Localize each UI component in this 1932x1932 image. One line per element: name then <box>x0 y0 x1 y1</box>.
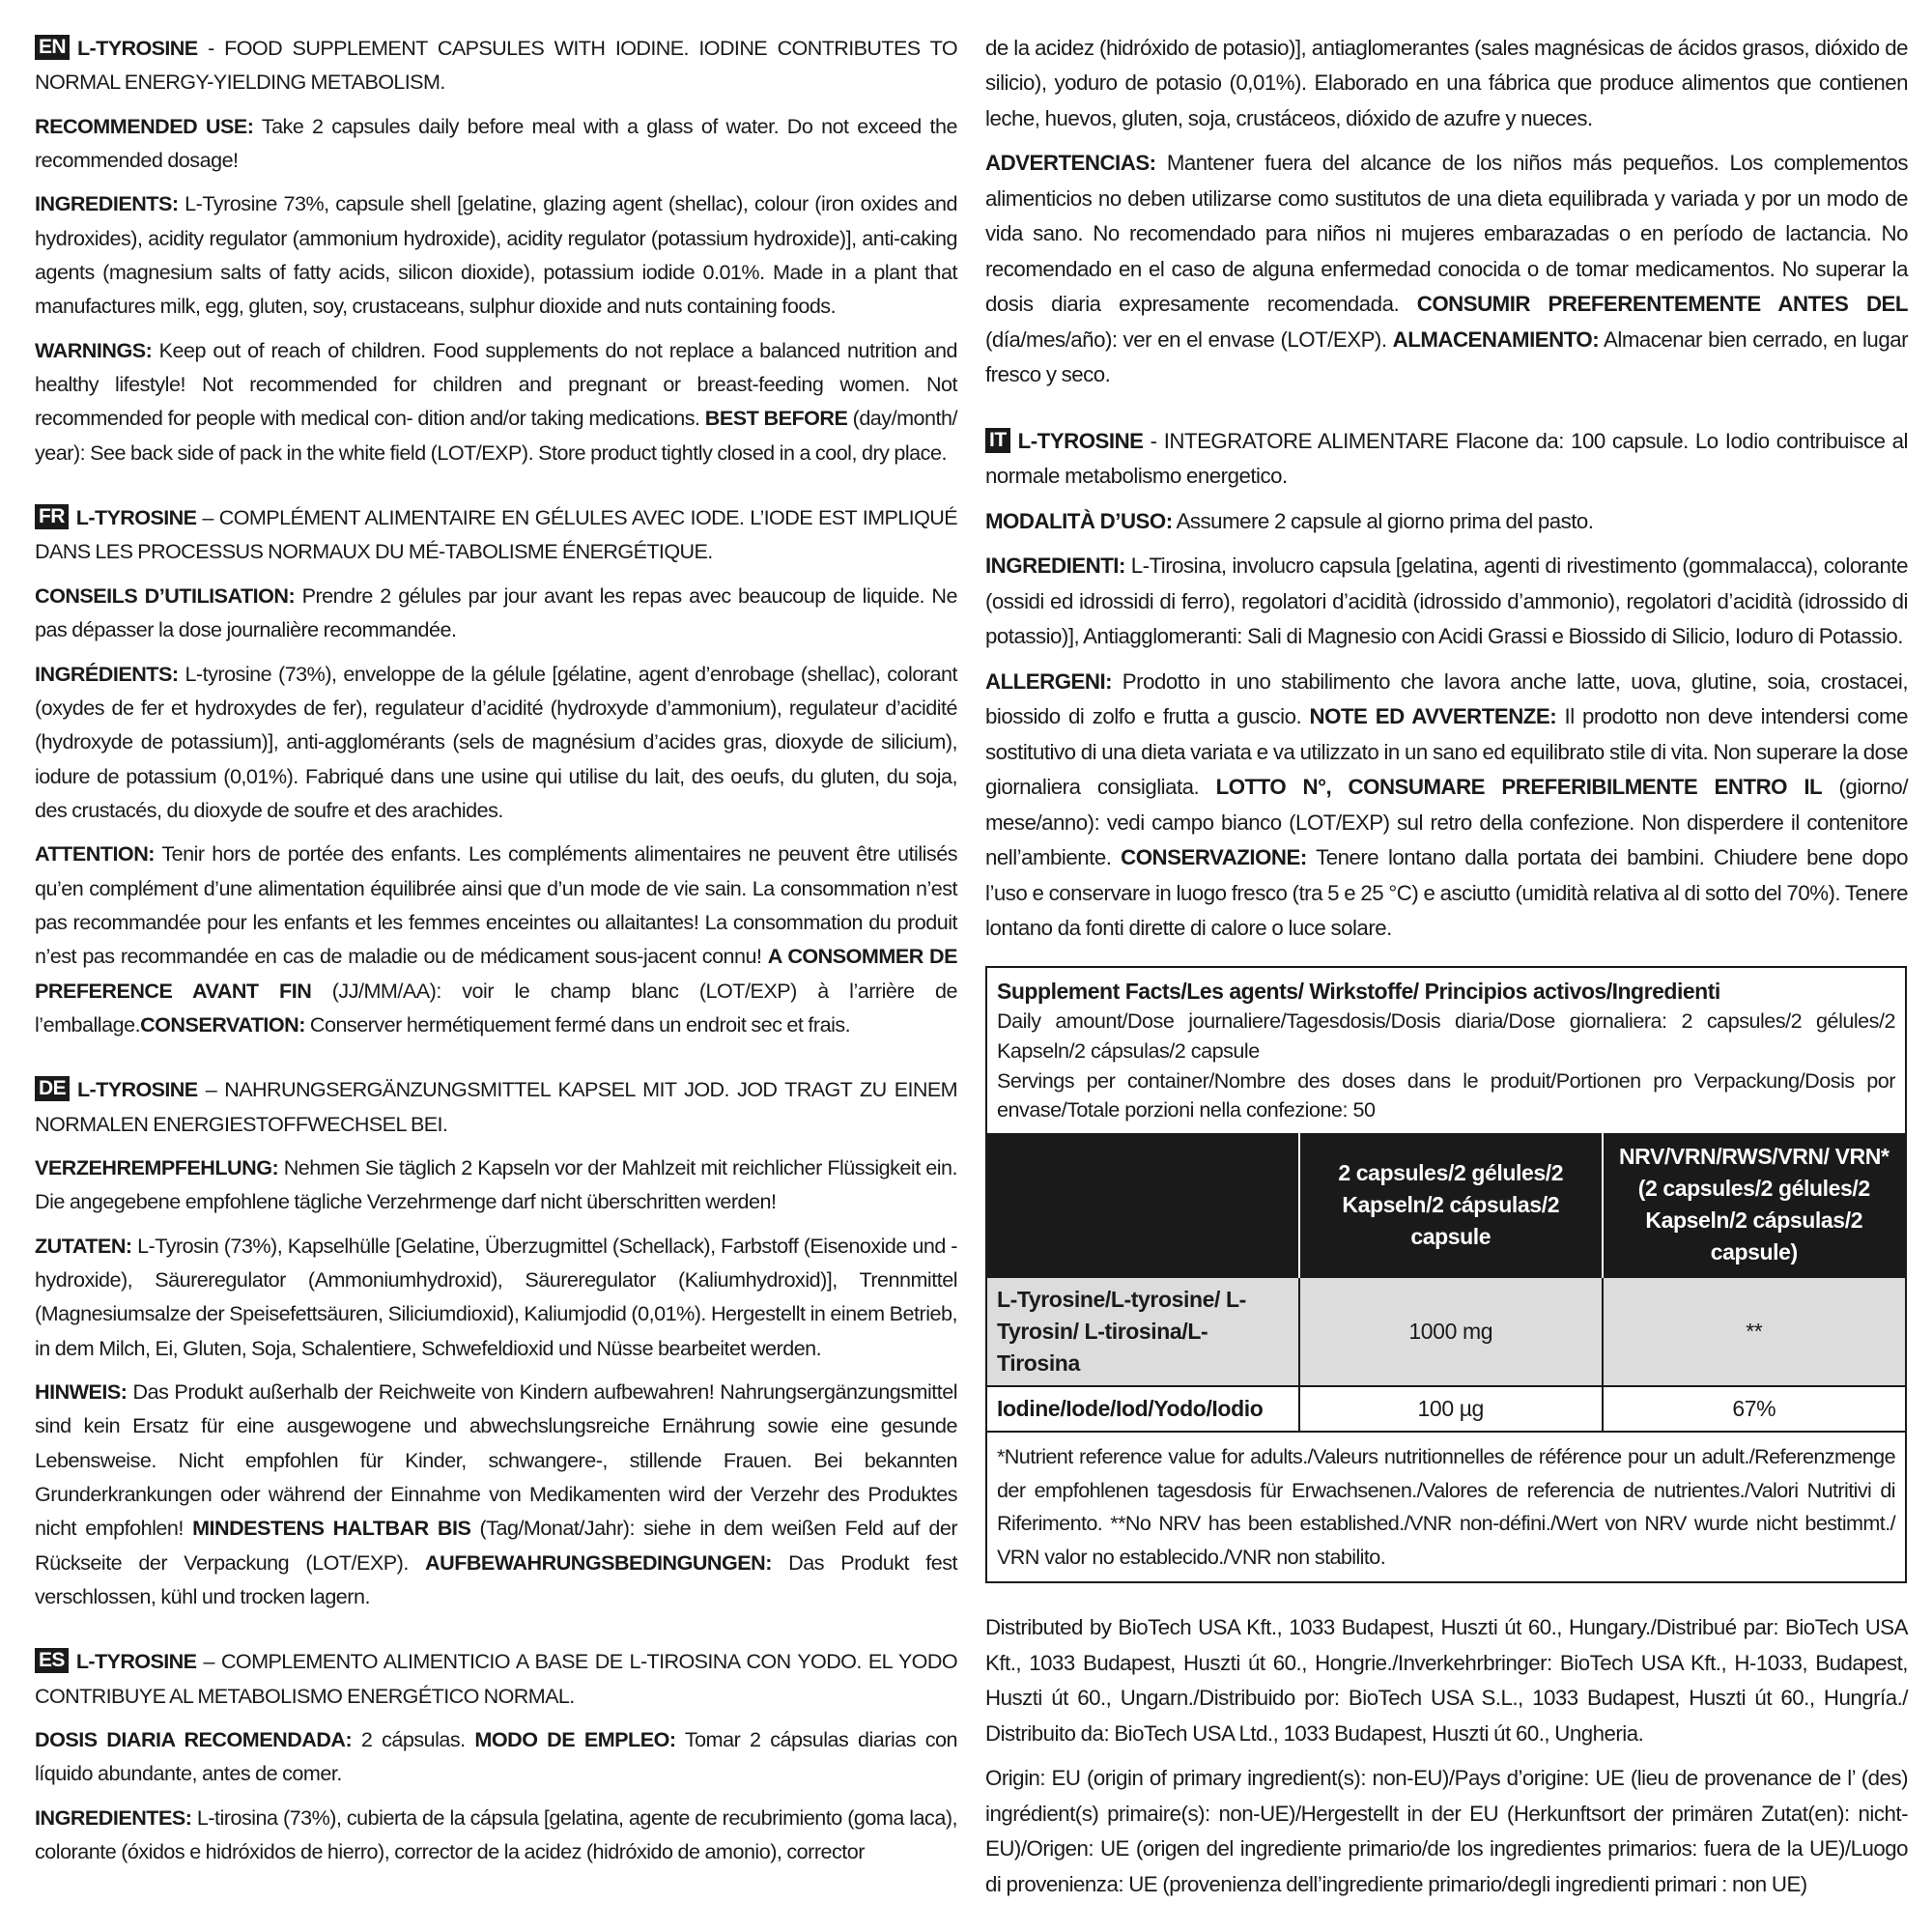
daily-amount: Daily amount/Dose journaliere/Tagesdosis/Dosis diaria/Dose giornaliera: 2 capsules/2 gélules/2 Kapseln/2 cápsulas/2 capsule <box>997 1009 1895 1063</box>
row-nutrient-name: L-Tyrosine/L-tyrosine/ L-Tyrosin/ L-tirosina/L-Tirosina <box>987 1277 1299 1386</box>
table-row <box>987 1277 1905 1386</box>
row-nrv: ** <box>1603 1277 1906 1386</box>
en-language-badge: EN <box>35 35 70 60</box>
fr-attention: ATTENTION: Tenir hors de portée des enfants. Les compléments alimentaires ne peuvent être utilisés qu’en complément d’une alimentation équilibrée ainsi que d’un mode de vie sain. La consommation n’est pas recommandée pour les enfants et les femmes enceintes ou allaitantes! La consommation du produit n’est pas recommandée en cas de maladie ou de médicament sous-jacent connu! A CONSOMMER DE PREFERENCE AVANT FIN (JJ/MM/AA): voir le champ blanc (LOT/EXP) à l’arrière de l’emballage.CONSERVATION: Conserver hermétiquement fermé dans un endroit sec et frais. <box>35 841 958 1037</box>
de-usage: VERZEHREMPFEHLUNG: Nehmen Sie täglich 2 Kapseln vor der Mahlzeit mit reichlicher Flüssigkeit ein. Die angegebene empfohlene tägliche Verzehrmenge darf nicht überschritten werden! <box>35 1154 957 1214</box>
row-nutrient-name: Iodine/Iode/Iod/Yodo/Iodio <box>987 1386 1299 1431</box>
table-row <box>987 1386 1905 1431</box>
de-product-name: L-TYROSINE <box>76 1077 198 1102</box>
es-warnings: ADVERTENCIAS: Mantener fuera del alcance de los niños más pequeños. Los complementos alimenticios no deben utilizarse como sustitutos de una dieta equilibrada y variada y por un modo de vida sano. No recomendado para niños ni mujeres embarazadas o en período de lactancia. No recomendado en el caso de alguna enfermedad conocida o de tomar medicamentos. No superar la dosis diaria expresamente recomendada. CONSUMIR PREFERENTEMENTE ANTES DEL (día/mes/año): ver en el envase (LOT/EXP). ALMACENAMIENTO: Almacenar bien cerrado, en lugar fresco y seco. <box>985 151 1909 387</box>
en-product-name: L-TYROSINE <box>76 36 198 60</box>
es-ingredients: INGREDIENTES: L-tirosina (73%), cubierta de la cápsula [gelatina, agente de recubrimiento (goma laca), colorante (óxidos e hidróxidos de hierro), corrector de la acidez (hidróxido de amonio), corrector <box>35 1804 957 1864</box>
servings-per-container: Servings per container/Nombre des doses dans le produit/Portionen pro Verpackung/Dosis por envase/Totale porzioni nella confezione: 50 <box>997 1067 1895 1122</box>
supplement-facts-table <box>987 1133 1905 1431</box>
right-column <box>985 31 1908 1912</box>
table-header-row <box>987 1133 1905 1277</box>
distribution-info: Distributed by BioTech USA Kft., 1033 Budapest, Huszti út 60., Hungary./Distribué par: BioTech USA Kft., 1033 Budapest, Huszti út 60., Hongrie./Inverkehrbringer: BioTech USA Kft., H-1033, Budapest, Huszti út 60., Ungarn./Distribuido por: BioTech USA S.L., 1033 Budapest, Huszti út 60., Hungría./ Distribuito da: BioTech USA Ltd., 1033 Budapest, Huszti út 60., Ungheria. <box>985 1615 1908 1746</box>
it-allergens: ALLERGENI: Prodotto in uno stabilimento che lavora anche latte, uova, glutine, soia, crostacei, biossido di zolfo e frutta a guscio. NOTE ED AVVERTENZE: Il prodotto non deve intendersi come sostitutivo di una dieta variata e va utilizzato in un sano ed equilibrato stile di vita. Non superare la dose giornaliera consigliata. LOTTO N°, CONSUMARE PREFERIBILMENTE ENTRO IL (giorno/ mese/anno): vedi campo bianco (LOT/EXP) sul retro della confezione. Non disperdere il contenitore nell’ambiente. CONSERVAZIONE: Tenere lontano dalla portata dei bambini. Chiudere bene dopo l’uso e conservare in luogo fresco (tra 5 e 25 °C) e asciutto (umidità relativa al di sotto del 70%). Tenere lontano da fonti dirette di calore o luce solare. <box>985 668 1909 941</box>
row-amount: 100 µg <box>1299 1386 1603 1431</box>
fr-ingredients: INGRÉDIENTS: L-tyrosine (73%), enveloppe de la gélule [gélatine, agent d’enrobage (shellac), colorant (oxydes de fer et hydroxydes de fer), regulateur d’acidité (hydroxyde d’ammonium), regulateur d’acidité (hydroxyde de potassium)], anti-agglomérants (sels de magnésium d’acides gras, dioxyde de silicium), iodure de potassium (0,01%). Fabriqué dans une usine qui utilise du lait, des oeufs, du gluten, du soja, des crustacés, du dioxyde de soufre et des arachides. <box>35 661 957 822</box>
supplement-facts-footnote: *Nutrient reference value for adults./Valeurs nutritionnelles de référence pour un adult./Referenzmenge der empfohlenen tagesdosis für Erwachsenen./Valores de referencia de nutrientes./Valori Nutritivi di Riferimento. **No NRV has been established./VNR non-défini./Wert von NRV wurde nicht bestimmt./ VRN valor no establecido./VNR non stabilito. <box>987 1431 1905 1581</box>
it-usage: MODALITÀ D’USO: Assumere 2 capsule al giorno prima del pasto. <box>985 508 1594 533</box>
it-language-badge: IT <box>985 428 1010 453</box>
table-header-nrv: NRV/VRN/RWS/VRN/ VRN*(2 capsules/2 gélules/2 Kapseln/2 cápsulas/2 capsule) <box>1603 1133 1906 1277</box>
supplement-facts-title: Supplement Facts/Les agents/ Wirkstoffe/ Principios activos/Ingredienti <box>997 978 1720 1004</box>
fr-language-badge: FR <box>35 504 69 529</box>
en-ingredients: INGREDIENTS: L-Tyrosine 73%, capsule shell [gelatine, glazing agent (shellac), colour (iron oxides and hydroxides), acidity regulator (ammonium hydroxide), acidity regulator (potassium hydroxide)], anti-caking agents (magnesium salts of fatty acids, silicon dioxide), potassium iodide 0.01%. Made in a plant that manufactures milk, egg, gluten, soy, crustaceans, sulphur dioxide and nuts containing foods. <box>35 191 957 319</box>
es-ingredients-continued: de la acidez (hidróxido de potasio)], antiaglomerantes (sales magnésicas de ácidos grasos, dióxido de silicio), yoduro de potasio (0,01%). Elaborado en una fábrica que produce alimentos que contienen leche, huevos, gluten, soja, crustáceos, dióxido de azufre y nueces. <box>985 36 1908 130</box>
en-recommended-use: RECOMMENDED USE: Take 2 capsules daily before meal with a glass of water. Do not exceed the recommended dosage! <box>35 113 958 173</box>
row-amount: 1000 mg <box>1299 1277 1603 1386</box>
it-product-name: L-TYROSINE <box>1017 428 1144 453</box>
table-header-amount: 2 capsules/2 gélules/2 Kapseln/2 cápsulas/2 capsule <box>1299 1133 1603 1277</box>
es-language-badge: ES <box>35 1648 69 1673</box>
it-ingredients: INGREDIENTI: L-Tirosina, involucro capsula [gelatina, agenti di rivestimento (gommalacca), colorante (ossidi ed idrossidi di ferro), regolatori d’acidità (idrossido d’ammonio), regolatori d’acidità (idrossido di potassio)], Antiagglomeranti: Sali di Magnesio con Acidi Grassi e Biossido di Silicio, Ioduro di Potassio. <box>985 554 1908 649</box>
it-intro: IT L-TYROSINE - INTEGRATORE ALIMENTARE Flacone da: 100 capsule. Lo Iodio contribuisce al normale metabolismo energetico. <box>985 428 1908 489</box>
origin-info: Origin: EU (origin of primary ingredient(s): non-EU)/Pays d’origine: UE (lieu de provenance de l’ (des) ingrédient(s) primaire(s): non-UE)/Hergestellt in der EU (Herkunftsort der primären Zutat(en): nicht-EU)/Origen: UE (origen del ingrediente primario/de los ingredientes primarios: fuera de la UE)/Luogo di provenienza: UE (provenienza dell’ingrediente primario/degli ingredienti primari : non UE) <box>985 1766 1908 1896</box>
row-nrv: 67% <box>1603 1386 1906 1431</box>
de-language-badge: DE <box>35 1076 70 1101</box>
en-intro: EN L-TYROSINE - FOOD SUPPLEMENT CAPSULES WITH IODINE. IODINE CONTRIBUTES TO NORMAL ENERGY-YIELDING METABOLISM. <box>35 36 957 95</box>
de-ingredients: ZUTATEN: L-Tyrosin (73%), Kapselhülle [Gelatine, Überzugmittel (Schellack), Farbstoff (Eisenoxide und -hydroxide), Säureregulator (Ammoniumhydroxid), Säureregulator (Kaliumhydroxid)], Trennmittel (Magnesiumsalze der Speisefettsäuren, Siliciumdioxid), Kaliumjodid (0,01%). Hergestellt in einem Betrieb, in dem Milch, Ei, Gluten, Soja, Schalentiere, Schwefeldioxid und Nüsse bearbeitet werden. <box>35 1233 957 1360</box>
supplement-facts-header <box>987 968 1905 1134</box>
de-notice: HINWEIS: Das Produkt außerhalb der Reichweite von Kindern aufbewahren! Nahrungsergänzungsmittel sind kein Ersatz für eine ausgewogene und abwechslungsreiche Ernährung sowie eine gesunde Lebensweise. Nicht empfohlen für Kinder, schwangere-, stillende Frauen. Bei bekannten Grunderkrankungen oder während der Einnahme von Medikamenten wird der Verzehr des Produktes nicht empfohlen! MINDESTENS HALTBAR BIS (Tag/Monat/Jahr): siehe in dem weißen Feld auf der Rückseite der Verpackung (LOT/EXP). AUFBEWAHRUNGSBEDINGUNGEN: Das Produkt fest verschlossen, kühl und trocken lagern. <box>35 1379 957 1609</box>
es-product-name: L-TYROSINE <box>75 1649 197 1674</box>
table-header-blank <box>987 1133 1299 1277</box>
es-intro: ES L-TYROSINE – COMPLEMENTO ALIMENTICIO A BASE DE L-TIROSINA CON YODO. EL YODO CONTRIBUYE AL METABOLISMO ENERGÉTICO NORMAL. <box>35 1649 957 1708</box>
en-warnings: WARNINGS: Keep out of reach of children. Food supplements do not replace a balanced nutrition and healthy lifestyle! Not recommended for children and pregnant or breast-feeding women. Not recommended for people with medical con- dition and/or taking medications. BEST BEFORE (day/month/ year): See back side of pack in the white field (LOT/EXP). Store product tightly closed in a cool, dry place. <box>35 337 957 465</box>
fr-intro: FR L-TYROSINE – COMPLÉMENT ALIMENTAIRE EN GÉLULES AVEC IODE. L’IODE EST IMPLIQUÉ DANS LES PROCESSUS NORMAUX DU MÉ-TABOLISME ÉNERGÉTIQUE. <box>35 505 957 564</box>
fr-usage: CONSEILS D’UTILISATION: Prendre 2 gélules par jour avant les repas avec beaucoup de liquide. Ne pas dépasser la dose journalière recommandée. <box>35 582 957 642</box>
es-dosage: DOSIS DIARIA RECOMENDADA: 2 cápsulas. MODO DE EMPLEO: Tomar 2 cápsulas diarias con líquido abundante, antes de comer. <box>35 1727 958 1786</box>
left-column <box>35 31 957 1879</box>
supplement-facts-box <box>985 966 1907 1584</box>
de-intro: DE L-TYROSINE – NAHRUNGSERGÄNZUNGSMITTEL KAPSEL MIT JOD. JOD TRAGT ZU EINEM NORMALEN ENERGIESTOFFWECHSEL BEI. <box>35 1077 957 1136</box>
fr-product-name: L-TYROSINE <box>75 505 197 530</box>
